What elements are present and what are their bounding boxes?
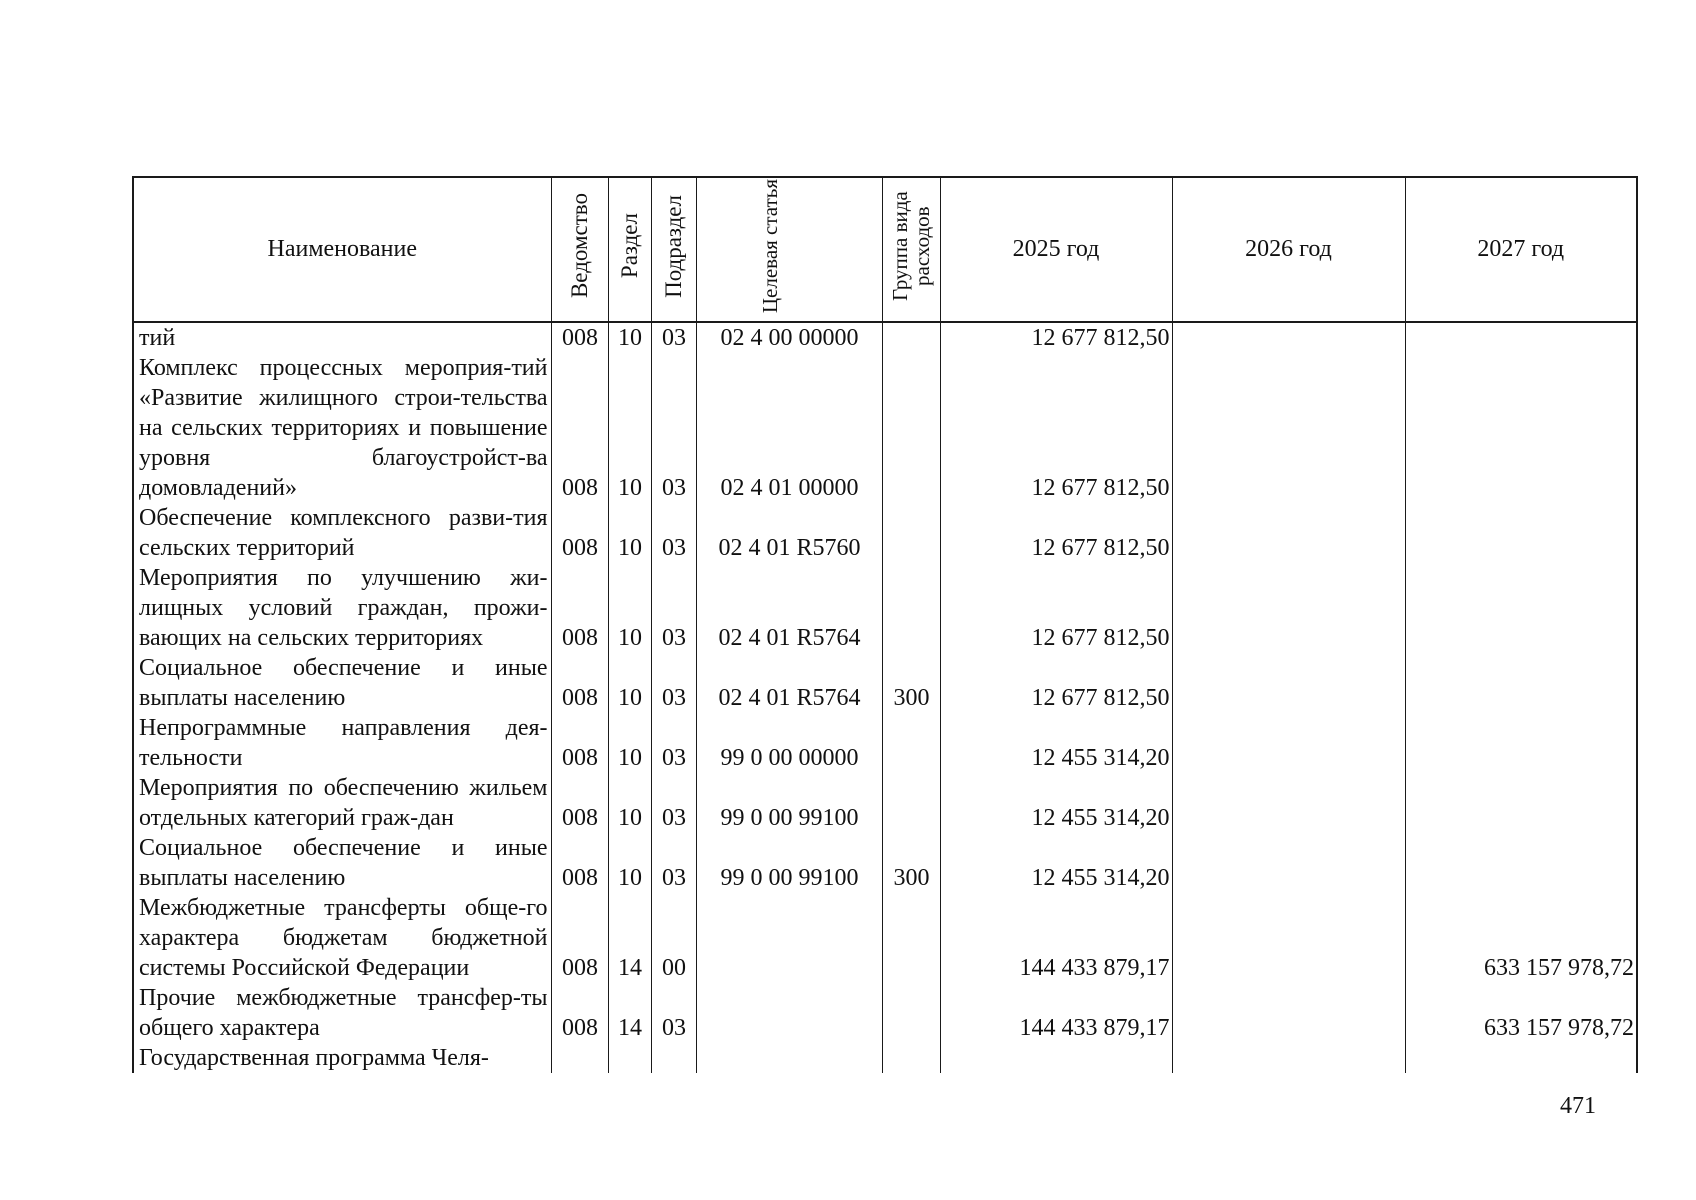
- row-vedomstvo: 008: [551, 713, 608, 773]
- row-name: Государственная программа Челя-: [133, 1043, 551, 1073]
- row-name: тий: [133, 322, 551, 353]
- row-vid-rashodov: [882, 503, 940, 563]
- row-2025: 12 677 812,50: [940, 353, 1172, 503]
- row-celevaya-statya: 02 4 01 R5764: [696, 653, 882, 713]
- row-2025: [940, 1043, 1172, 1073]
- table-row: [133, 322, 1637, 353]
- row-razdel: 10: [608, 653, 651, 713]
- row-2026: [1172, 773, 1405, 833]
- row-name: Комплекс процессных мероприя-тий «Развитие жилищного строи-тельства на сельских территориях и повышение уровня благоустройст-ва домовладений»: [133, 353, 551, 503]
- row-2026: [1172, 322, 1405, 353]
- row-celevaya-statya: 02 4 01 00000: [696, 353, 882, 503]
- table-row: [133, 653, 1637, 713]
- header-2026-label: 2026 год: [1245, 236, 1332, 262]
- row-2027: [1405, 773, 1637, 833]
- row-2026: [1172, 833, 1405, 893]
- row-razdel: 14: [608, 983, 651, 1043]
- header-gruppa-vida-rashodov-label: Группа вида расходов: [887, 191, 934, 301]
- row-2026: [1172, 503, 1405, 563]
- row-razdel: 10: [608, 503, 651, 563]
- budget-table: [132, 176, 1638, 1073]
- row-vid-rashodov: [882, 893, 940, 983]
- row-vid-rashodov: [882, 713, 940, 773]
- row-podrazdel: 03: [651, 653, 696, 713]
- row-name: Непрограммные направления дея-тельности: [133, 713, 551, 773]
- row-razdel: 10: [608, 563, 651, 653]
- row-2026: [1172, 983, 1405, 1043]
- table-row: [133, 893, 1637, 983]
- row-vedomstvo: 008: [551, 653, 608, 713]
- row-vedomstvo: 008: [551, 893, 608, 983]
- row-podrazdel: 03: [651, 322, 696, 353]
- header-celevaya-statya-label: Целевая статья: [758, 178, 782, 314]
- row-podrazdel: 00: [651, 893, 696, 983]
- row-2027: [1405, 713, 1637, 773]
- header-podrazdel-label: Подраздел: [661, 194, 686, 298]
- row-2025: 12 677 812,50: [940, 563, 1172, 653]
- row-podrazdel: 03: [651, 773, 696, 833]
- row-vedomstvo: 008: [551, 833, 608, 893]
- table-row: [133, 353, 1637, 503]
- header-vedomstvo-label: Ведомство: [567, 193, 592, 299]
- row-2027: 633 157 978,72: [1405, 893, 1637, 983]
- row-2026: [1172, 353, 1405, 503]
- header-razdel-label: Раздел: [617, 213, 642, 279]
- row-vid-rashodov: [882, 1043, 940, 1073]
- row-2027: [1405, 503, 1637, 563]
- row-razdel: [608, 1043, 651, 1073]
- row-2027: [1405, 833, 1637, 893]
- row-name: Обеспечение комплексного разви-тия сельских территорий: [133, 503, 551, 563]
- header-2027-label: 2027 год: [1477, 236, 1565, 262]
- row-vedomstvo: 008: [551, 322, 608, 353]
- row-celevaya-statya: 99 0 00 00000: [696, 713, 882, 773]
- row-celevaya-statya: 02 4 00 00000: [696, 322, 882, 353]
- row-celevaya-statya: 02 4 01 R5764: [696, 563, 882, 653]
- row-razdel: 10: [608, 713, 651, 773]
- row-vedomstvo: 008: [551, 353, 608, 503]
- row-vedomstvo: 008: [551, 983, 608, 1043]
- row-2025: 12 455 314,20: [940, 833, 1172, 893]
- table-row: [133, 1043, 1637, 1073]
- row-vid-rashodov: [882, 563, 940, 653]
- header-razdel: [608, 177, 651, 322]
- row-podrazdel: 03: [651, 353, 696, 503]
- row-vid-rashodov: [882, 983, 940, 1043]
- row-2025: 12 455 314,20: [940, 713, 1172, 773]
- row-name: Социальное обеспечение и иные выплаты населению: [133, 653, 551, 713]
- row-2027: [1405, 563, 1637, 653]
- header-row: [133, 177, 1637, 322]
- row-name: Межбюджетные трансферты обще-го характера бюджетам бюджетной системы Российской Федерации: [133, 893, 551, 983]
- row-2025: 12 677 812,50: [940, 653, 1172, 713]
- row-razdel: 10: [608, 773, 651, 833]
- row-2027: [1405, 353, 1637, 503]
- row-celevaya-statya: 99 0 00 99100: [696, 833, 882, 893]
- row-2027: [1405, 653, 1637, 713]
- header-name-label: Наименование: [267, 236, 418, 262]
- row-2026: [1172, 563, 1405, 653]
- header-celevaya-statya: [696, 177, 882, 322]
- row-vid-rashodov: 300: [882, 653, 940, 713]
- row-celevaya-statya: 99 0 00 99100: [696, 773, 882, 833]
- row-2026: [1172, 1043, 1405, 1073]
- row-vedomstvo: 008: [551, 503, 608, 563]
- row-vid-rashodov: [882, 773, 940, 833]
- row-podrazdel: [651, 1043, 696, 1073]
- row-2025: 12 455 314,20: [940, 773, 1172, 833]
- row-2026: [1172, 893, 1405, 983]
- row-2025: 12 677 812,50: [940, 322, 1172, 353]
- row-2026: [1172, 713, 1405, 773]
- page-number: 471: [1560, 1093, 1596, 1119]
- row-vedomstvo: 008: [551, 563, 608, 653]
- row-2027: [1405, 322, 1637, 353]
- row-vid-rashodov: [882, 322, 940, 353]
- row-podrazdel: 03: [651, 833, 696, 893]
- row-name: Прочие межбюджетные трансфер-ты общего характера: [133, 983, 551, 1043]
- row-celevaya-statya: [696, 983, 882, 1043]
- header-vedomstvo: [551, 177, 608, 322]
- row-2025: 144 433 879,17: [940, 893, 1172, 983]
- header-podrazdel: [651, 177, 696, 322]
- row-podrazdel: 03: [651, 563, 696, 653]
- row-razdel: 10: [608, 353, 651, 503]
- row-razdel: 14: [608, 893, 651, 983]
- row-razdel: 10: [608, 833, 651, 893]
- table-row: [133, 503, 1637, 563]
- row-celevaya-statya: [696, 893, 882, 983]
- row-name: Социальное обеспечение и иные выплаты населению: [133, 833, 551, 893]
- row-2027: [1405, 1043, 1637, 1073]
- table-row: [133, 773, 1637, 833]
- header-gruppa-vida-rashodov: [882, 177, 940, 322]
- header-2025: [940, 177, 1172, 322]
- row-2025: 144 433 879,17: [940, 983, 1172, 1043]
- row-vid-rashodov: 300: [882, 833, 940, 893]
- table-row: [133, 563, 1637, 653]
- row-celevaya-statya: [696, 1043, 882, 1073]
- row-podrazdel: 03: [651, 983, 696, 1043]
- header-2027: [1405, 177, 1637, 322]
- row-celevaya-statya: 02 4 01 R5760: [696, 503, 882, 563]
- table-row: [133, 713, 1637, 773]
- row-2026: [1172, 653, 1405, 713]
- row-2027: 633 157 978,72: [1405, 983, 1637, 1043]
- header-2025-label: 2025 год: [1012, 236, 1100, 262]
- row-podrazdel: 03: [651, 713, 696, 773]
- row-name: Мероприятия по обеспечению жильем отдельных категорий граж-дан: [133, 773, 551, 833]
- row-vid-rashodov: [882, 353, 940, 503]
- row-vedomstvo: [551, 1043, 608, 1073]
- table-row: [133, 983, 1637, 1043]
- header-2026: [1172, 177, 1405, 322]
- row-vedomstvo: 008: [551, 773, 608, 833]
- row-podrazdel: 03: [651, 503, 696, 563]
- header-name: [133, 177, 551, 322]
- table-row: [133, 833, 1637, 893]
- row-name: Мероприятия по улучшению жи-лищных условий граждан, прожи-вающих на сельских территориях: [133, 563, 551, 653]
- row-razdel: 10: [608, 322, 651, 353]
- row-2025: 12 677 812,50: [940, 503, 1172, 563]
